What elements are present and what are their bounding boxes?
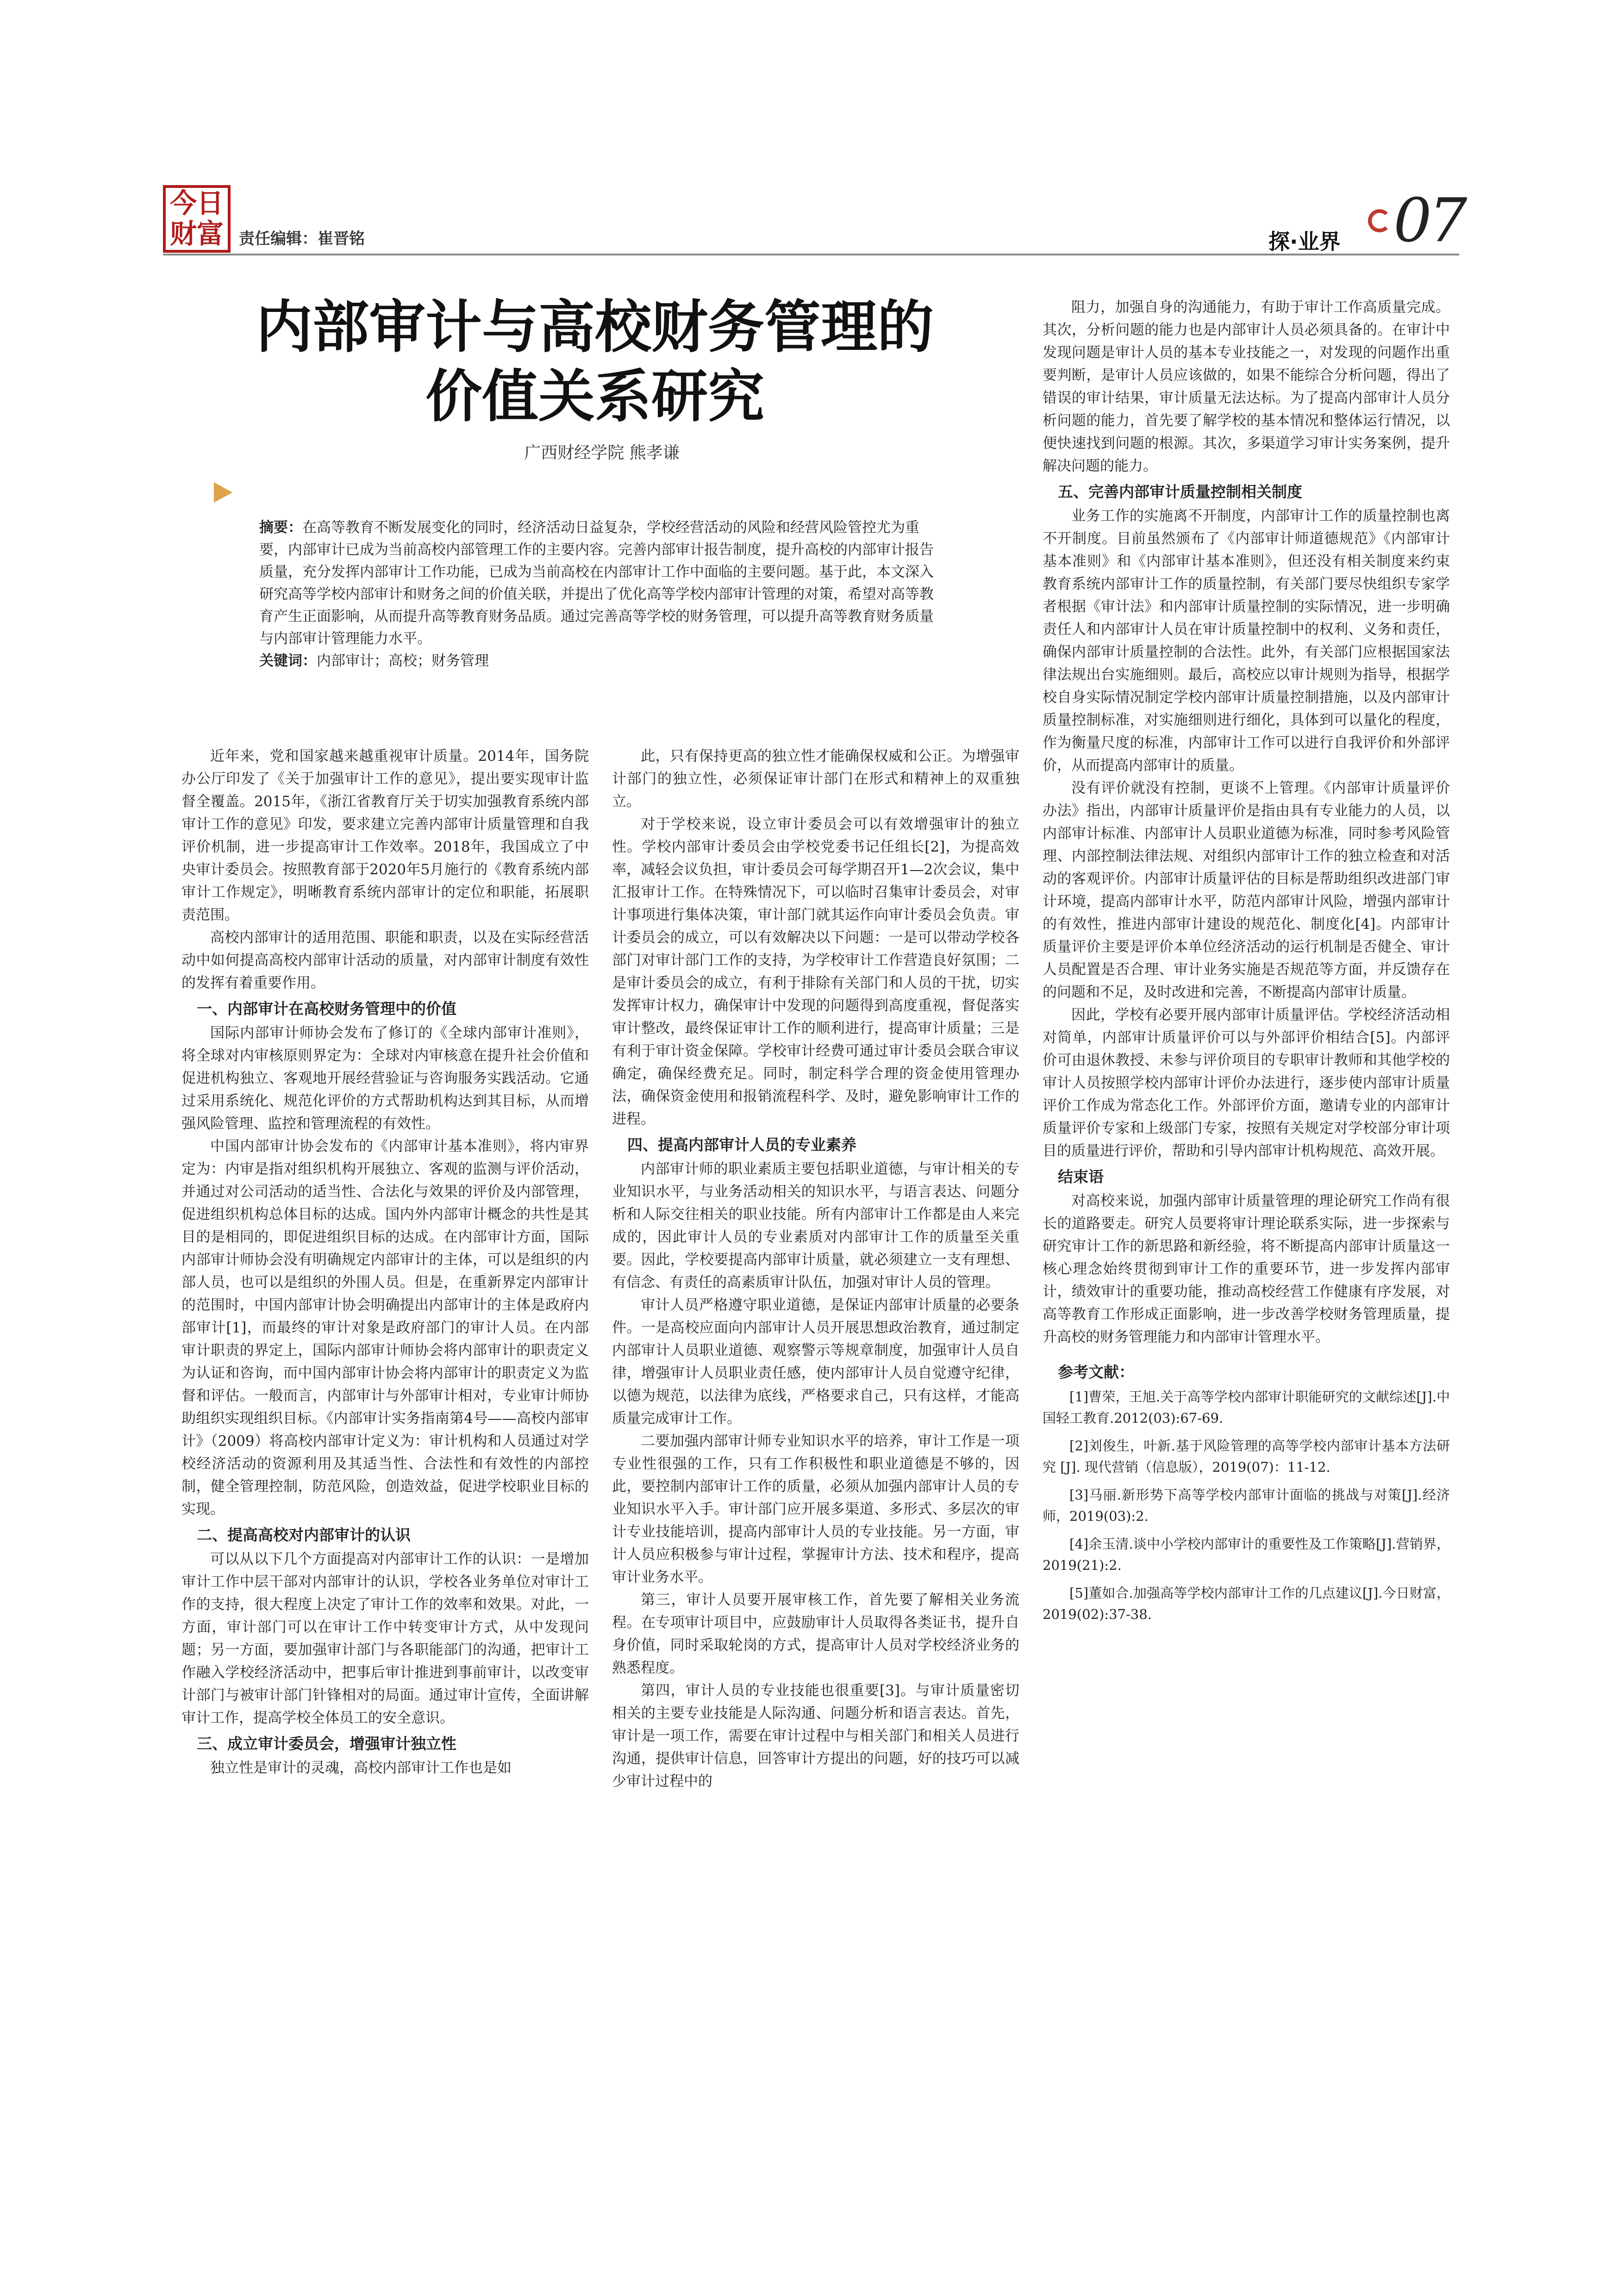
body-column-1 [181,745,589,1780]
body-paragraph: 对高校来说，加强内部审计质量管理的理论研究工作尚有很长的道路要走。研究人员要将审计理论联系实际，进一步探索与研究审计工作的新思路和新经验，将不断提高内部审计质量这一核心理念始终贯彻到审计工作的重要环节，进一步发挥内部审计，绩效审计的重要功能，推动高校经营工作健康有序发展，对高等教育工作形成正面影响，进一步改善学校财务管理质量，提升高校的财务管理能力和内部审计管理水平。 [1043,1193,1450,1345]
body-paragraph: 因此，学校有必要开展内部审计质量评估。学校经济活动相对简单，内部审计质量评价可以与外部评价相结合[5]。内部评价可由退休教授、未参与评价项目的专职审计教师和其他学校的审计人员按照学校内部审计评价办法进行，逐步使内部审计质量评价工作成为常态化工作。外部评价方面，邀请专业的内部审计质量评价专家和上级部门专家，按照有关规定对学校部分审计项目的质量进行评价，帮助和引导内部审计机构规范、高效开展。 [1043,1007,1450,1159]
body-paragraph: 近年来，党和国家越来越重视审计质量。2014年，国务院办公厅印发了《关于加强审计工作的意见》，提出要实现审计监督全覆盖。2015年，《浙江省教育厅关于切实加强教育系统内部审计工作的意见》印发，要求建立完善内部审计质量管理和自我评价机制，进一步提高审计工作效率。2018年，我国成立了中央审计委员会。按照教育部于2020年5月施行的《教育系统内部审计工作规定》，明晰教育系统内部审计的定位和职能，拓展职责范围。 [181,748,589,923]
column-name: 探·业界 [1268,229,1341,254]
abstract-label: 摘要： [259,519,302,536]
header-divider [163,254,1459,255]
section-heading: 结束语 [1058,1168,1104,1186]
title-line-2: 价值关系研究 [425,364,764,429]
body-paragraph: 业务工作的实施离不开制度，内部审计工作的质量控制也离不开制度。目前虽然颁布了《内部审计师道德规范》《内部审计基本准则》和《内部审计基本准则》，但还没有相关制度来约束教育系统内部审计工作的质量控制，有关部门要尽快组织专家学者根据《审计法》和内部审计质量控制的实际情况，进一步明确责任人和内部审计人员在审计质量控制中的权利、义务和责任，确保内部审计质量控制的合法性。此外，有关部门应根据国家法律法规出台实施细则。最后，高校应以审计规则为指导，根据学校自身实际情况制定学校内部审计质量控制措施，以及内部审计质量控制标准，对实施细则进行细化，具体到可以量化的程度，作为衡量尺度的标准，内部审计工作可以进行自我评价和外部评价，从而提高内部审计的质量。 [1043,508,1450,774]
body-paragraph: 此，只有保持更高的独立性才能确保权威和公正。为增强审计部门的独立性，必须保证审计部门在形式和精神上的双重独立。 [612,748,1019,810]
section-heading: 四、提高内部审计人员的专业素养 [627,1136,856,1154]
logo-line-1: 今日 [169,187,224,219]
keywords-text: 内部审计；高校；财务管理 [317,653,489,669]
page-number: 07 [1393,185,1465,255]
arrow-marker-icon [214,482,232,503]
section-heading: 二、提高高校对内部审计的认识 [197,1526,411,1544]
body-paragraph: 中国内部审计协会发布的《内部审计基本准则》，将内审界定为：内审是指对组织机构开展独立、客观的监测与评价活动，并通过对公司活动的适当性、合法化与效果的评价及内部管理，促进组织机构总体目标的达成。国内外内部审计概念的共性是其目的是相同的，即促进组织目标的达成。在内部审计方面，国际内部审计师协会没有明确规定内部审计的主体，可以是组织的内部人员，也可以是组织的外围人员。但是，在重新界定内部审计的范围时，中国内部审计协会明确提出内部审计的主体是政府内部审计[1]，而最终的审计对象是政府部门的审计人员。在内部审计职责的界定上，国际内部审计师协会将内部审计的职责定义为认证和咨询，而中国内部审计协会将内部审计的职责定义为监督和评估。一般而言，内部审计与外部审计相对，专业审计师协助组织实现组织目标。《内部审计实务指南第4号——高校内部审计》（2009）将高校内部审计定义为：审计机构和人员通过对学校经济活动的资源利用及其适当性、合法性和有效性的内部控制，健全管理控制，防范风险，创造效益，促进学校职业目标的实现。 [181,1138,589,1518]
reference-item: [3]马丽.新形势下高等学校内部审计面临的挑战与对策[J].经济师，2019(03):2. [1043,1487,1450,1524]
references-heading: 参考文献： [1058,1363,1134,1381]
body-paragraph: 第三，审计人员要开展审核工作，首先要了解相关业务流程。在专项审计项目中，应鼓励审计人员取得各类证书，提升自身价值，同时采取轮岗的方式，提高审计人员对学校经济业务的熟悉程度。 [612,1592,1019,1676]
logo-line-2: 财富 [169,218,224,249]
body-paragraph: 第四，审计人员的专业技能也很重要[3]。与审计质量密切相关的主要专业技能是人际沟通、问题分析和语言表达。首先，审计是一项工作，需要在审计过程中与相关部门和相关人员进行沟通，提供审计信息，回答审计方提出的问题，好的技巧可以减少审计过程中的 [612,1682,1019,1790]
swirl-icon [1368,209,1391,232]
title-line-1: 内部审计与高校财务管理的 [256,294,934,360]
reference-item: [4]余玉清.谈中小学校内部审计的重要性及工作策略[J].营销界，2019(21):2. [1043,1536,1450,1573]
body-paragraph: 没有评价就没有控制，更谈不上管理。《内部审计质量评价办法》指出，内部审计质量评价是指由具有专业能力的人员，以内部审计标准、内部审计人员职业道德为标准，同时参考风险管理、内部控制法律法规、对组织内部审计工作的独立检查和对活动的客观评价。内部审计质量评估的目标是帮助组织改进部门审计环境，提高内部审计水平，防范内部审计风险，增强内部审计的有效性，推进内部审计建设的规范化、制度化[4]。内部审计质量评价主要是评价本单位经济活动的运行机制是否健全、审计人员配置是否合理、审计业务实施是否规范等方面，并反馈存在的问题和不足，及时改进和完善，不断提高内部审计质量。 [1043,780,1450,1001]
body-paragraph: 内部审计师的职业素质主要包括职业道德，与审计相关的专业知识水平，与业务活动相关的知识水平，与语言表达、问题分析和人际交往相关的职业技能。所有内部审计工作都是由人来完成的，因此审计人员的专业素质对内部审计工作的质量至关重要。因此，学校要提高内部审计质量，就必须建立一支有理想、有信念、有责任的高素质审计队伍，加强对审计人员的管理。 [612,1161,1019,1291]
body-paragraph: 阻力，加强自身的沟通能力，有助于审计工作高质量完成。其次，分析问题的能力也是内部审计人员必须具备的。在审计中发现问题是审计人员的基本专业技能之一，对发现的问题作出重要判断，是审计人员应该做的，如果不能综合分析问题，得出了错误的审计结果，审计质量无法达标。为了提高内部审计人员分析问题的能力，首先要了解学校的基本情况和整体运行情况，以便快速找到问题的根源。其次，多渠道学习审计实务案例，提升解决问题的能力。 [1043,299,1450,474]
reference-item: [1]曹荣，王旭.关于高等学校内部审计职能研究的文献综述[J].中国轻工教育.2012(03):67-69. [1043,1389,1450,1426]
reference-item: [2]刘俊生，叶新.基于风险管理的高等学校内部审计基本方法研究 [J]. 现代营销（信息版），2019(07)：11-12. [1043,1438,1450,1475]
keywords-line [259,650,944,672]
section-heading: 三、成立审计委员会，增强审计独立性 [197,1735,456,1753]
body-paragraph: 二要加强内部审计师专业知识水平的培养，审计工作是一项专业性很强的工作，只有工作积极性和职业道德是不够的，因此，要控制内部审计工作的质量，必须从加强内部审计人员的专业知识水平入手。审计部门应开展多渠道、多形式、多层次的审计专业技能培训，提高内部审计人员的专业技能。另一方面，审计人员应积极参与审计过程，掌握审计方法、技术和程序，提高审计业务水平。 [612,1433,1019,1586]
section-heading: 五、完善内部审计质量控制相关制度 [1058,483,1302,501]
article-title [194,292,995,431]
body-paragraph: 对于学校来说，设立审计委员会可以有效增强审计的独立性。学校内部审计委员会由学校党委书记任组长[2]，为提高效率，减轻会议负担，审计委员会可每学期召开1—2次会议，集中汇报审计工作。在特殊情况下，可以临时召集审计委员会，对审计事项进行集体决策，审计部门就其运作向审计委员会负责。审计委员会的成立，可以有效解决以下问题：一是可以带动学校各部门对审计部门工作的支持，为学校审计工作营造良好氛围；二是审计委员会的成立，有利于排除有关部门和人员的干扰，切实发挥审计权力，确保审计中发现的问题得到高度重视，督促落实审计整改，最终保证审计工作的顺利进行，提高审计质量；三是有利于审计资金保障。学校审计经费可通过审计委员会联合审议确定，确保经费充足。同时，制定科学合理的资金使用管理办法，确保资金使用和报销流程科学、及时，避免影响审计工作的进程。 [612,816,1019,1127]
reference-item: [5]董如合.加强高等学校内部审计工作的几点建议[J].今日财富，2019(02):37-38. [1043,1585,1450,1622]
body-paragraph: 审计人员严格遵守职业道德，是保证内部审计质量的必要条件。一是高校应面向内部审计人员开展思想政治教育，通过制定内部审计人员职业道德、观察警示等规章制度，加强审计人员自律，增强审计人员职业责任感，使内部审计人员自觉遵守纪律，以德为规范，以法律为底线，严格要求自己，只有这样，才能高质量完成审计工作。 [612,1297,1019,1427]
author-byline: 广西财经学院 熊孝谦 [524,443,680,462]
abstract-paragraph [259,516,944,650]
body-paragraph: 国际内部审计师协会发布了修订的《全球内部审计准则》，将全球对内审核原则界定为：全球对内审核意在提升社会价值和促进机构独立、客观地开展经营验证与咨询服务实践活动。它通过采用系统化、规范化评价的方式帮助机构达到其目标，从而增强风险管理、监控和管理流程的有效性。 [181,1025,589,1132]
body-column-3 [1043,296,1450,1631]
body-paragraph: 高校内部审计的适用范围、职能和职责，以及在实际经营活动中如何提高高校内部审计活动的质量，对内部审计制度有效性的发挥有着重要作用。 [181,929,589,991]
body-paragraph: 独立性是审计的灵魂，高校内部审计工作也是如 [210,1760,512,1776]
section-heading: 一、内部审计在高校财务管理中的价值 [197,1000,456,1018]
keywords-label: 关键词： [259,653,317,669]
abstract-text: 在高等教育不断发展变化的同时，经济活动日益复杂，学校经营活动的风险和经营风险管控尤为重要，内部审计已成为当前高校内部管理工作的主要内容。完善内部审计报告制度，提升高校的内部审计报告质量，充分发挥内部审计工作功能，已成为当前高校在内部审计工作中面临的主要问题。基于此，本文深入研究高等学校内部审计和财务之间的价值关联，并提出了优化高等学校内部审计管理的对策，希望对高等教育产生正面影响，从而提升高等教育财务品质。通过完善高等学校的财务管理，可以提升高等教育财务质量与内部审计管理能力水平。 [259,519,934,647]
editor-credit: 责任编辑：崔晋铭 [239,230,365,248]
abstract-block [259,516,944,672]
body-column-2 [612,745,1019,1793]
body-paragraph: 可以从以下几个方面提高对内部审计工作的认识：一是增加审计工作中层干部对内部审计的认识，学校各业务单位对审计工作的支持，很大程度上决定了审计工作的效率和效果。对此，一方面，审计部门可以在审计工作中转变审计方式，从中发现问题；另一方面，要加强审计部门与各职能部门的沟通，把审计工作融入学校经济活动中，把事后审计推进到事前审计，以改变审计部门与被审计部门针锋相对的局面。通过审计宣传，全面讲解审计工作，提高学校全体员工的安全意识。 [181,1551,589,1726]
magazine-logo [163,185,231,253]
